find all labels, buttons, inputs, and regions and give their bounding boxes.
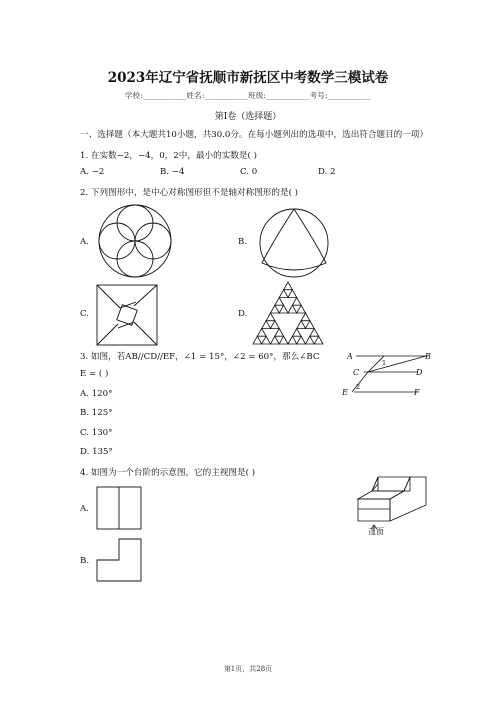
q1-option-d	[318, 167, 336, 177]
q4-front-caption: 正面	[368, 527, 384, 536]
q3-parallel-lines-figure	[342, 348, 442, 400]
q3-option-a	[80, 389, 112, 399]
q3-stem-continued: E = ( )	[80, 369, 109, 379]
q1-option-b-value: −4	[171, 167, 185, 177]
page-footer: 第1页，共28页	[223, 665, 273, 673]
q3-label-d: D	[416, 368, 423, 377]
q1-option-d-value: 2	[330, 167, 336, 177]
q1-option-a	[80, 167, 104, 177]
q3-option-c-label: C.	[80, 428, 90, 438]
q3-stem: 3. 如图，若AB//CD//EF，∠1 = 15°，∠2 = 60°，那么∠BC	[80, 352, 320, 362]
q2-option-c-label: C.	[80, 309, 90, 319]
q3-option-d-value: 135°	[92, 447, 113, 457]
q4-figure-a	[96, 486, 142, 530]
q1-option-c	[240, 167, 257, 177]
page-title: 2023年辽宁省抚顺市新抚区中考数学三模试卷	[107, 70, 389, 86]
q3-option-d	[80, 447, 113, 457]
q3-option-d-label: D.	[80, 447, 90, 457]
part-heading: 一、选择题（本大题共10小题，共30.0分。在每小题列出的选项中，选出符合题目的一项）	[80, 130, 429, 140]
q3-label-f: F	[414, 388, 420, 397]
q4-figure-b	[96, 538, 142, 582]
q3-label-b: B	[425, 352, 431, 361]
section-title: 第I卷（选择题）	[214, 112, 282, 122]
q3-option-b-value: 125°	[91, 408, 113, 418]
q1-option-b	[160, 167, 184, 177]
q1-stem: 1. 在实数−2，−4，0，2中，最小的实数是( )	[80, 151, 257, 161]
q3-label-a: A	[347, 352, 353, 361]
q1-option-b-label: B.	[160, 167, 170, 177]
q1-option-a-value: −2	[91, 167, 105, 177]
q3-option-c-value: 130°	[91, 428, 113, 438]
q4-stairs-figure	[354, 471, 434, 541]
q3-label-e: E	[342, 388, 348, 397]
q2-option-d-label: D.	[238, 309, 248, 319]
q3-option-a-value: 120°	[91, 389, 113, 399]
q4-stem: 4. 如图为一个台阶的示意图，它的主视图是( )	[80, 468, 256, 478]
q2-option-a-label: A.	[80, 237, 89, 247]
q2-figure-c	[96, 284, 158, 346]
q3-angle-2: 2	[356, 383, 361, 391]
q2-figure-a	[96, 202, 174, 280]
q4-option-b-label: B.	[80, 556, 90, 566]
q4-option-a-label: A.	[80, 504, 89, 514]
q3-option-a-label: A.	[80, 389, 89, 399]
q3-angle-1: 1	[382, 359, 387, 367]
q1-option-d-label: D.	[318, 167, 328, 177]
q1-option-c-label: C.	[240, 167, 250, 177]
q3-option-b	[80, 408, 113, 418]
q2-figure-b	[254, 203, 334, 279]
q2-stem: 2. 下列图形中，是中心对称图形但不是轴对称图形的是( )	[80, 188, 299, 198]
q3-label-c: C	[353, 368, 360, 377]
q3-option-b-label: B.	[80, 408, 90, 418]
q1-option-a-label: A.	[80, 167, 89, 177]
q2-figure-d	[252, 281, 324, 345]
student-info-line: 学校:___________姓名:___________班级:___________考号:___________	[124, 91, 372, 100]
q2-option-b-label: B.	[238, 237, 248, 247]
q3-option-c	[80, 428, 112, 438]
q1-option-c-value: 0	[251, 167, 258, 177]
